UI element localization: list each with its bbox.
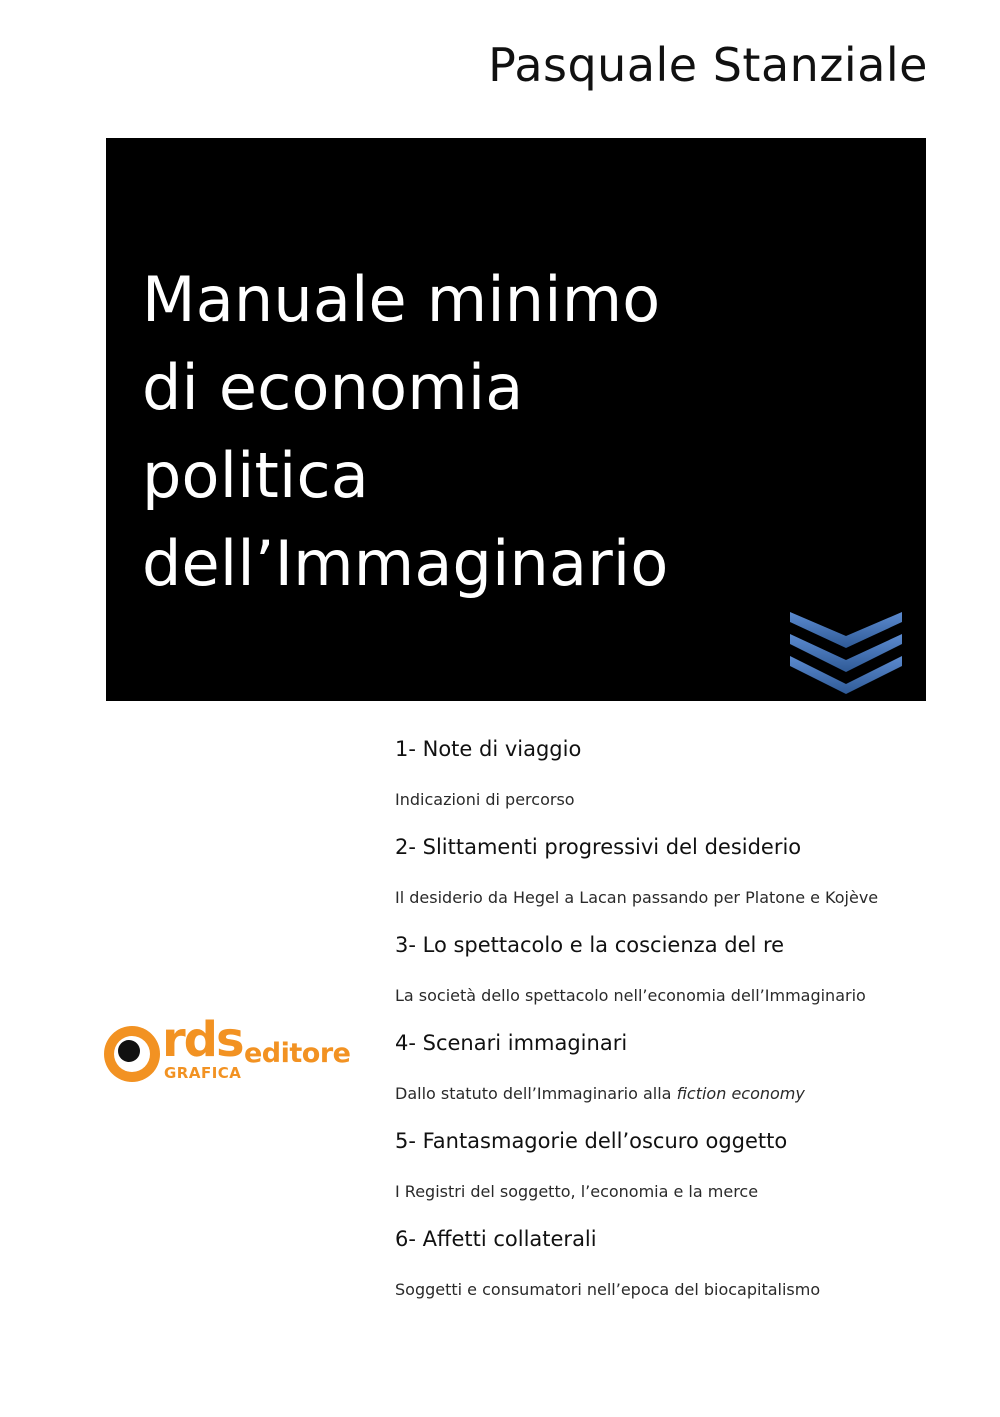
- chapter-item: [395, 930, 905, 1010]
- chapter-description: Il desiderio da Hegel a Lacan passando per Platone e Kojève: [395, 888, 879, 907]
- chapter-title: 1- Note di viaggio: [395, 737, 582, 761]
- title-panel: [106, 138, 926, 701]
- title-line: di economia: [142, 351, 524, 424]
- chapter-item: [395, 1224, 905, 1304]
- chapter-item: [395, 1028, 905, 1108]
- logo-editore: editore: [244, 1038, 351, 1069]
- chapter-title: 5- Fantasmagorie dell’oscuro oggetto: [395, 1129, 788, 1153]
- chapter-description: La società dello spettacolo nell’economia dell’Immaginario: [395, 986, 866, 1005]
- chapter-item: [395, 1126, 905, 1206]
- chapter-title: 6- Affetti collaterali: [395, 1227, 597, 1251]
- eye-icon: [104, 1026, 160, 1082]
- title-line: dell’Immaginario: [142, 527, 669, 600]
- chapter-title: 3- Lo spettacolo e la coscienza del re: [395, 933, 785, 957]
- chapter-description: [395, 1080, 905, 1108]
- chapter-description-italic: fiction economy: [676, 1084, 805, 1103]
- table-of-contents: [395, 734, 905, 1304]
- publisher-logo: [104, 1012, 360, 1090]
- title-line: politica: [142, 439, 369, 512]
- logo-rds: rds: [162, 1012, 243, 1068]
- chapter-description: Indicazioni di percorso: [395, 790, 575, 809]
- chapter-description: I Registri del soggetto, l’economia e la merce: [395, 1182, 759, 1201]
- author-name: Pasquale Stanziale: [488, 38, 928, 92]
- chapter-description: Soggetti e consumatori nell’epoca del biocapitalismo: [395, 1280, 821, 1299]
- chapter-title: 4- Scenari immaginari: [395, 1031, 628, 1055]
- book-title: [142, 256, 842, 608]
- triple-chevron-down-icon: [790, 606, 902, 694]
- chapter-item: [395, 734, 905, 814]
- logo-grafica: GRAFICA: [164, 1064, 242, 1082]
- chapter-item: [395, 832, 905, 912]
- chapter-description-text: Dallo statuto dell’Immaginario alla: [395, 1084, 672, 1103]
- chapter-title: 2- Slittamenti progressivi del desiderio: [395, 835, 802, 859]
- title-line: Manuale minimo: [142, 263, 661, 336]
